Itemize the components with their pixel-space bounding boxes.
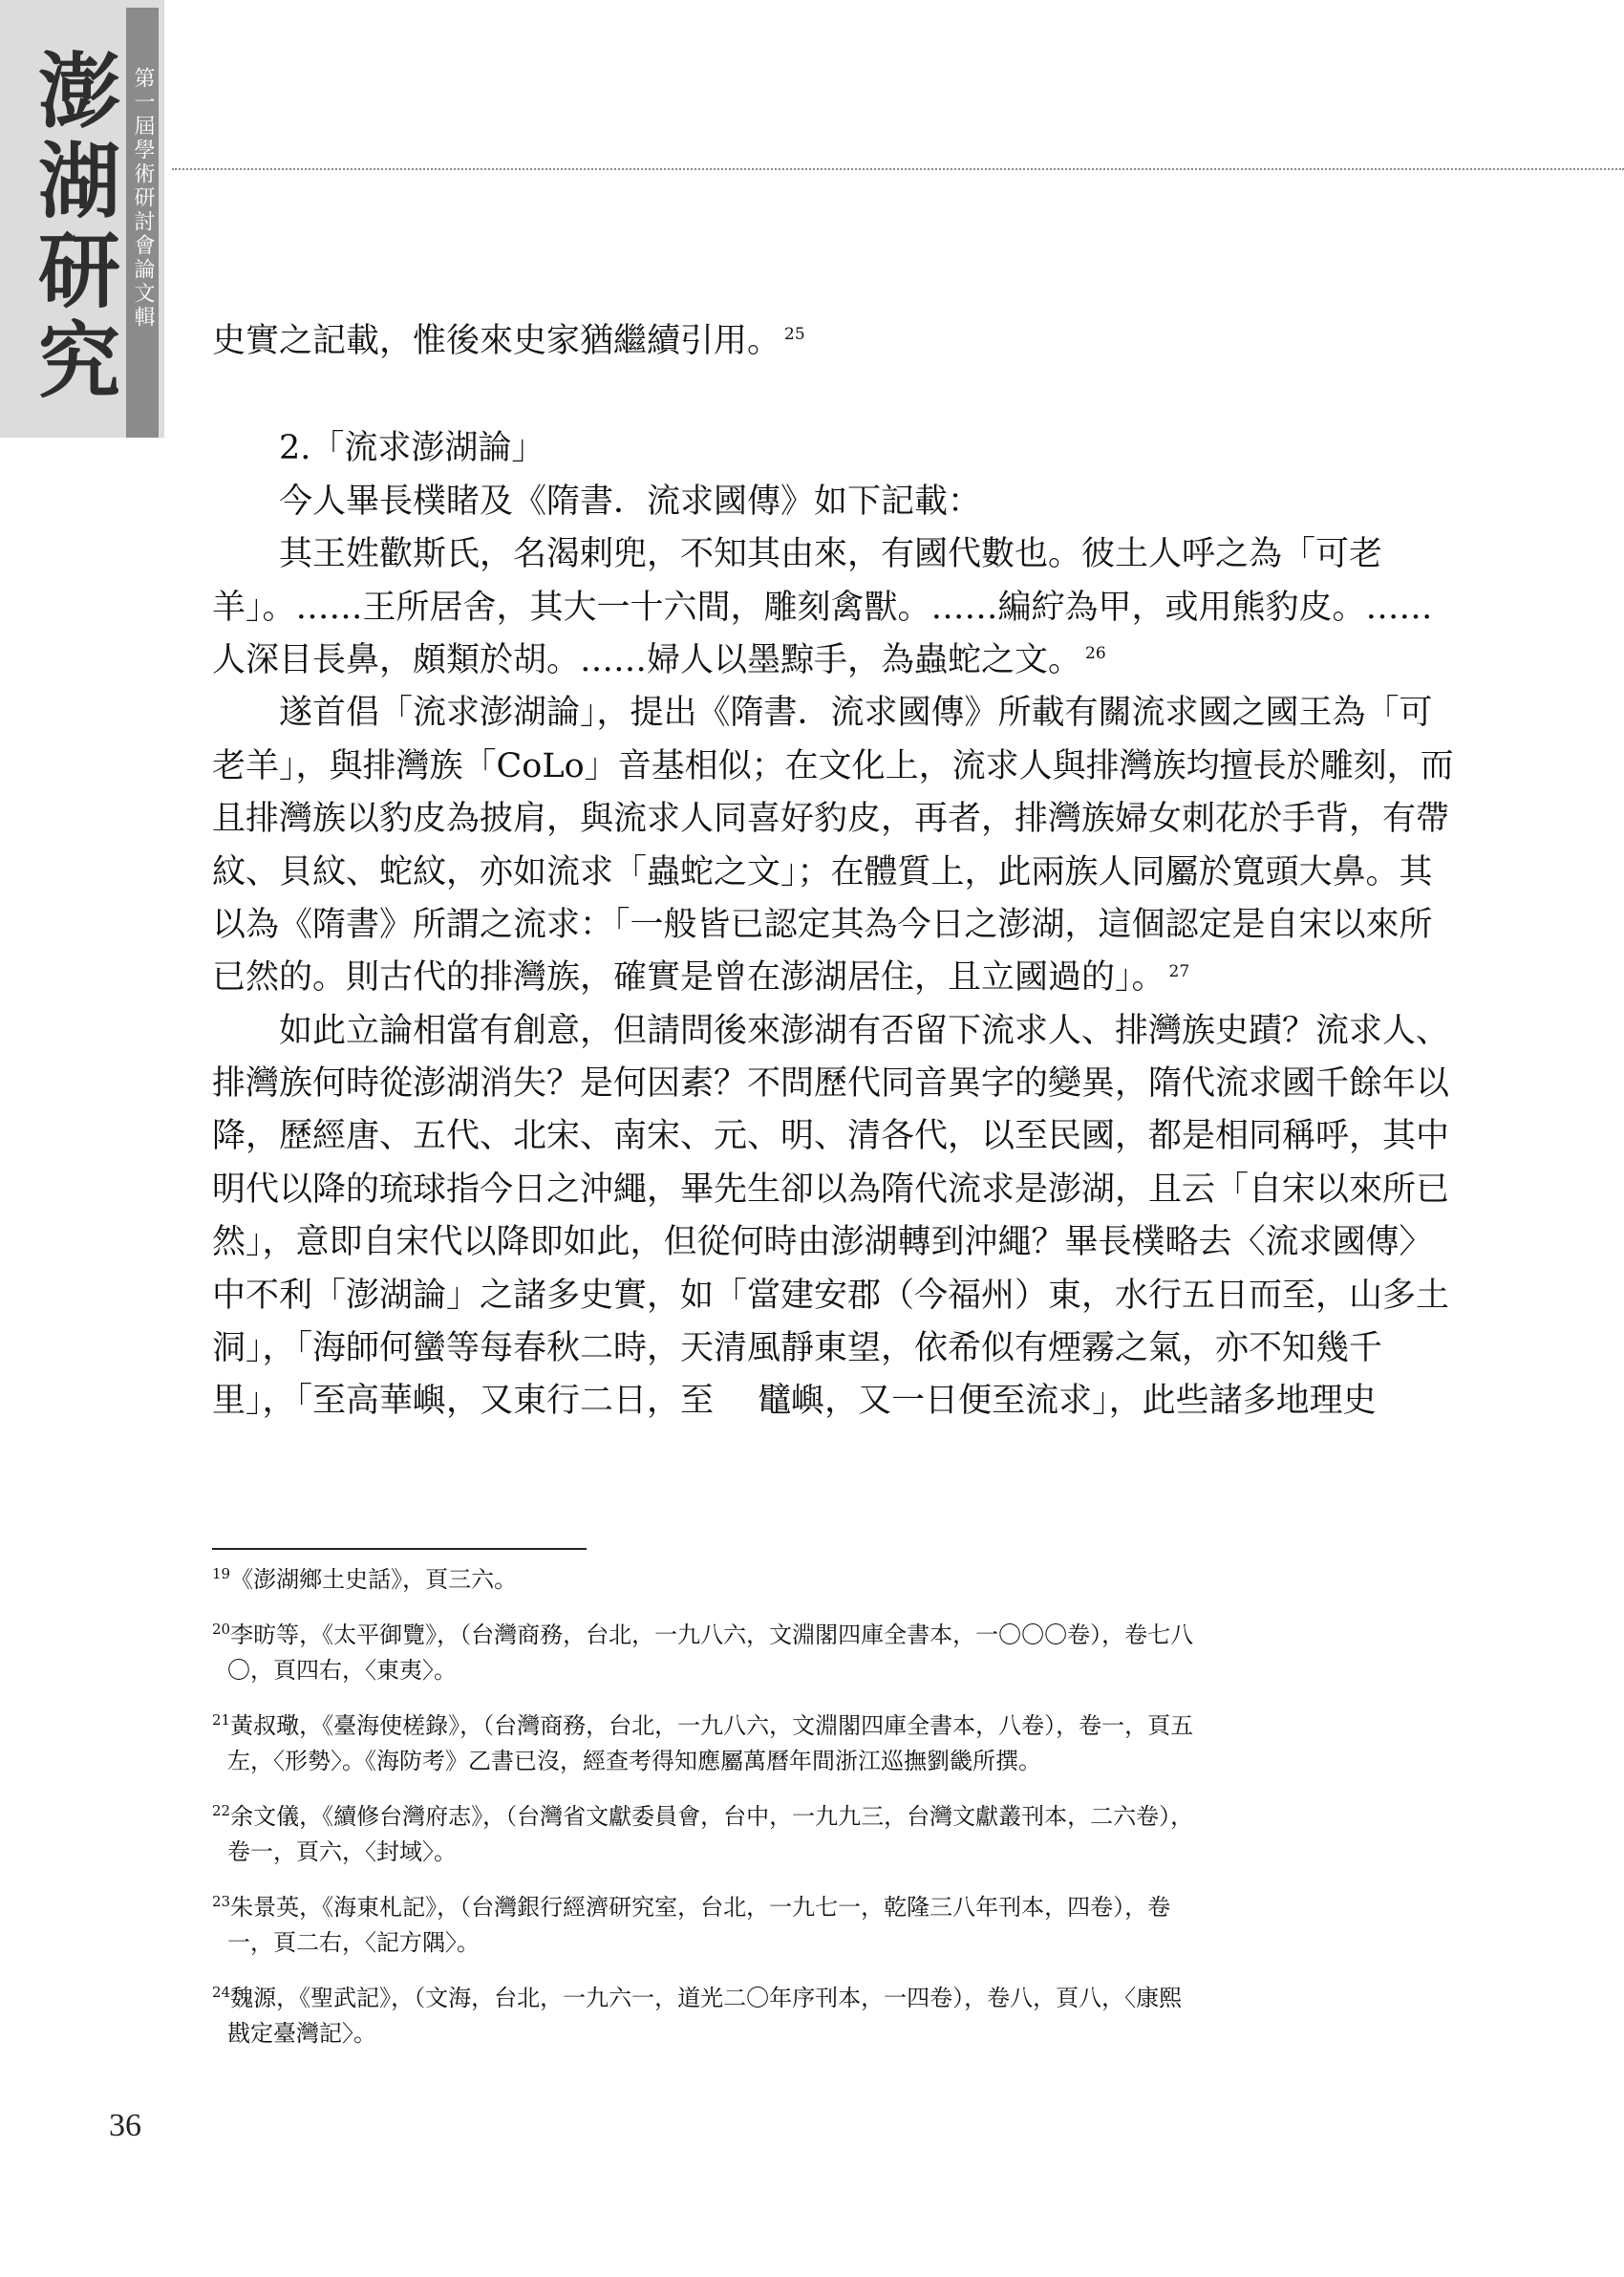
body-line: [212, 1322, 1416, 1375]
footnote-line: [212, 1618, 1412, 1653]
body-line: [212, 793, 1450, 846]
quote-line: [212, 582, 1433, 634]
footnote: [212, 1708, 1412, 1779]
body-line: [212, 1058, 1450, 1110]
footnotes: [212, 1562, 1412, 2072]
footnote-text: 一，頁二右，〈記方隅〉。: [227, 1929, 480, 1956]
footnote: [212, 1618, 1412, 1688]
footnote-text: 《澎湖鄉土史話》，頁三六。: [230, 1566, 518, 1593]
footnote-line: [212, 1981, 1412, 2016]
body-line-text: 中不利「澎湖論」之諸多史實，如「當建安郡（今福州）東，水行五日而至，山多土: [212, 1276, 1450, 1315]
page-number: 36: [109, 2108, 141, 2143]
footnote-number: 24: [212, 1984, 231, 2001]
body-line: [212, 1110, 1450, 1163]
quote-line-text: 人深目長鼻，頗類於胡。……婦人以墨黥手，為蟲蛇之文。: [212, 640, 1082, 679]
body-line: [212, 1164, 1450, 1216]
footnote-text: 戡定臺灣記〉。: [227, 2020, 376, 2047]
footnote-number: 21: [212, 1711, 231, 1729]
footnote-line: [212, 1835, 1412, 1870]
footnote-line: [212, 1890, 1412, 1925]
body-line-text: 且排灣族以豹皮為披肩，與流求人同喜好豹皮，再者，排灣族婦女刺花於手背，有帶: [212, 800, 1450, 839]
footnote-text: 朱景英，《海東札記》，（台灣銀行經濟研究室，台北，一九七一，乾隆三八年刊本，四卷），卷: [230, 1894, 1171, 1921]
body-line-text: 以為《隋書》所謂之流求：「一般皆已認定其為今日之澎湖，這個認定是自宋以來所: [212, 905, 1433, 944]
footnote-text: 余文儀，《續修台灣府志》，（台灣省文獻委員會，台中，一九九三，台灣文獻叢刊本，二六卷），: [230, 1803, 1194, 1830]
footnote-ref: 25: [784, 325, 805, 345]
footnote-number: 23: [212, 1893, 231, 1910]
body-line-text: 然」，意即自宋代以降即如此，但從何時由澎湖轉到沖繩？畢長樸略去〈流求國傳〉: [212, 1223, 1433, 1262]
quote-line-text: 羊」。……王所居舍，其大一十六間，雕刻禽獸。……編紵為甲，或用熊豹皮。……: [212, 588, 1433, 627]
body-line: [212, 1216, 1433, 1269]
quote-line: [212, 634, 1416, 687]
body-line-text: 洞」，「海師何蠻等每春秋二時，天清風靜東望，依希似有煙霧之氣，亦不知幾千: [212, 1329, 1383, 1368]
body-line-text: 遂首倡「流求澎湖論」，提出《隋書．流求國傳》所載有關流求國之國王為「可: [279, 694, 1433, 733]
footnote-number: 20: [212, 1621, 231, 1638]
footnote-text: 黃叔璥，《臺海使槎錄》，（台灣商務，台北，一九八六，文淵閣四庫全書本，八卷），卷一，頁五: [230, 1712, 1194, 1739]
section-heading-text: 2.「流求澎湖論」: [279, 429, 545, 468]
body-line: [212, 1270, 1450, 1322]
series-name: 第一屆學術研討會論文輯: [131, 67, 155, 330]
footnote-number: 22: [212, 1802, 231, 1819]
footnote-line: [212, 1653, 1412, 1688]
body-line: [212, 741, 1454, 793]
body-line: [212, 315, 1416, 368]
quote-line-text: 其王姓歡斯氏，名渴剌兜，不知其由來，有國代數也。彼土人呼之為「可老: [279, 535, 1383, 574]
footnote: [212, 1890, 1412, 1961]
footnote-separator: [212, 1548, 587, 1550]
footnote: [212, 1981, 1412, 2051]
footnote: [212, 1562, 1412, 1598]
footnote-ref: 27: [1168, 961, 1190, 981]
footnote-text: 魏源，《聖武記》，（文海，台北，一九六一，道光二〇年序刊本，一四卷），卷八，頁八，〈康熙: [230, 1985, 1183, 2011]
body-line: [212, 899, 1433, 952]
footnote-line: [212, 1562, 1412, 1598]
body-line: [212, 952, 1416, 1004]
body-line-text: 已然的。則古代的排灣族，確實是曾在澎湖居住，且立國過的」。: [212, 958, 1165, 998]
quote-line: [212, 528, 1416, 581]
footnote-text: 〇，頁四右，〈東夷〉。: [227, 1657, 457, 1684]
footnote-line: [212, 1708, 1412, 1744]
corner-tab: [0, 0, 164, 438]
header-dotted-rule: [172, 168, 1624, 170]
footnote-line: [212, 1925, 1412, 1961]
footnote-text: 李昉等，《太平御覽》，（台灣商務，台北，一九八六，文淵閣四庫全書本，一〇〇〇卷），卷七八: [230, 1622, 1194, 1648]
body-line: [212, 847, 1433, 899]
body-line-text: 里」，「至高華嶼，又東行二日，至 鼊嶼，又一日便至流求」，此些諸多地理史: [212, 1382, 1377, 1421]
body-line-text: 史實之記載，惟後來史家猶繼續引用。: [212, 322, 781, 360]
footnote-line: [212, 1799, 1412, 1835]
footnote-text: 卷一，頁六，〈封域〉。: [227, 1838, 457, 1865]
body-line: [212, 687, 1433, 740]
footnote: [212, 1799, 1412, 1870]
body-text: [212, 315, 1454, 1428]
body-line-text: 明代以降的琉球指今日之沖繩，畢先生卻以為隋代流求是澎湖，且云「自宋以來所已: [212, 1170, 1450, 1209]
footnote-line: [212, 2016, 1412, 2051]
footnote-line: [212, 1744, 1412, 1779]
body-line-text: 如此立論相當有創意，但請問後來澎湖有否留下流求人、排灣族史蹟？流求人、: [279, 1011, 1450, 1050]
body-line-text: 老羊」，與排灣族「CoLo」音基相似；在文化上，流求人與排灣族均擅長於雕刻，而: [212, 746, 1454, 785]
body-line-text: 降，歷經唐、五代、北宋、南宋、元、明、清各代，以至民國，都是相同稱呼，其中: [212, 1117, 1450, 1156]
book-title: 澎湖研究: [24, 48, 120, 407]
section-heading: [212, 422, 1416, 475]
body-line: [212, 1005, 1450, 1058]
body-line: [212, 476, 1416, 528]
body-line-text: 排灣族何時從澎湖消失？是何因素？不問歷代同音異字的變異，隋代流求國千餘年以: [212, 1064, 1450, 1104]
footnote-text: 左，〈形勢〉。《海防考》乙書已沒，經查考得知應屬萬曆年間浙江巡撫劉畿所撰。: [227, 1748, 1041, 1774]
footnote-number: 19: [212, 1565, 231, 1582]
body-line-text: 紋、貝紋、蛇紋，亦如流求「蟲蛇之文」；在體質上，此兩族人同屬於寬頭大鼻。其: [212, 852, 1433, 891]
body-line-text: 今人畢長樸睹及《隋書．流求國傳》如下記載：: [279, 482, 982, 521]
footnote-ref: 26: [1085, 644, 1106, 664]
body-line: [212, 1375, 1416, 1428]
